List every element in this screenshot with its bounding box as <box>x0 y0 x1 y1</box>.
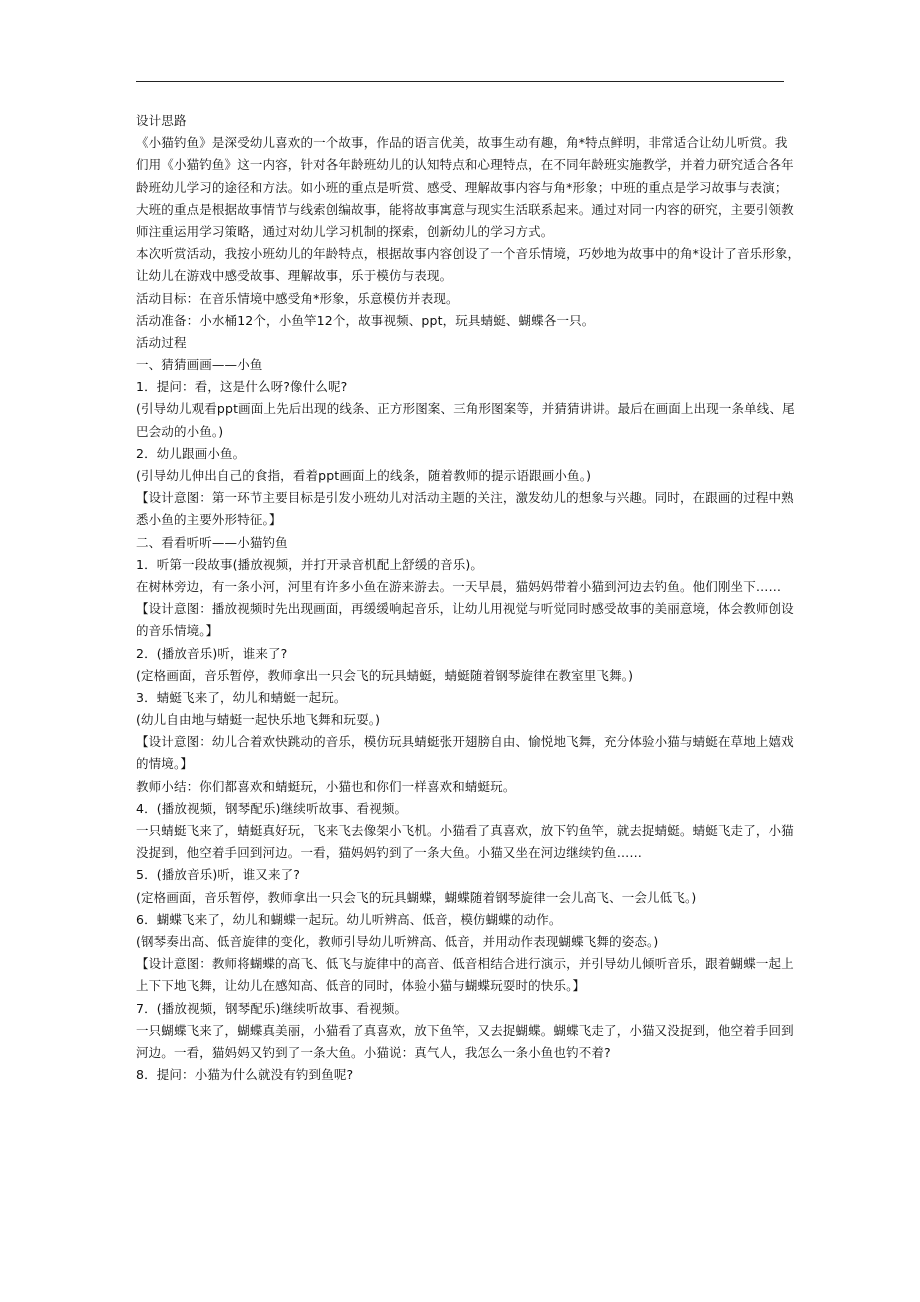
text-line: 二、看看听听——小猫钓鱼 <box>136 534 288 550</box>
text-line: 悉小鱼的主要外形特征。】 <box>136 512 282 528</box>
text-line: (定格画面，音乐暂停，教师拿出一只会飞的玩具蝴蝶，蝴蝶随着钢琴旋律一会儿高飞、一会儿低飞。) <box>136 889 697 905</box>
text-line: 【设计意图：教师将蝴蝶的高飞、低飞与旋律中的高音、低音相结合进行演示，并引导幼儿倾听音乐，跟着蝴蝶一起上 <box>136 956 794 972</box>
text-line: 《小猫钓鱼》是深受幼儿喜欢的一个故事，作品的语言优美，故事生动有趣，角*特点鲜明，非常适合让幼儿听赏。我 <box>136 135 788 151</box>
text-line: (幼儿自由地与蜻蜓一起快乐地飞舞和玩耍。) <box>136 712 381 728</box>
header-rule <box>136 81 784 82</box>
text-line: 们用《小猫钓鱼》这一内容，针对各年龄班幼儿的认知特点和心理特点，在不同年龄班实施教学，并着力研究适合各年 <box>136 157 794 173</box>
text-line: 没捉到，他空着手回到河边。一看，猫妈妈钓到了一条大鱼。小猫又坐在河边继续钓鱼…… <box>136 845 643 861</box>
text-line: 4．(播放视频，钢琴配乐)继续听故事、看视频。 <box>136 800 408 816</box>
text-line: 的情境。】 <box>136 756 194 772</box>
text-line: 活动准备：小水桶12个，小鱼竿12个，故事视频、ppt，玩具蜻蜓、蝴蝶各一只。 <box>136 312 595 328</box>
text-line: 3．蜻蜓飞来了，幼儿和蜻蜓一起玩。 <box>136 689 347 705</box>
text-line: (引导幼儿伸出自己的食指，看着ppt画面上的线条，随着教师的提示语跟画小鱼。) <box>136 468 592 483</box>
text-line: (引导幼儿观看ppt画面上先后出现的线条、正方形图案、三角形图案等，并猜猜讲讲。最后在画面上出现一条单线、尾 <box>136 401 795 417</box>
text-line: 巴会动的小鱼。) <box>136 423 224 439</box>
text-line: 一只蝴蝶飞来了，蝴蝶真美丽，小猫看了真喜欢，放下鱼竿，又去捉蝴蝶。蝴蝶飞走了，小猫又没捉到，他空着手回到 <box>136 1022 794 1038</box>
text-line: 师注重运用学习策略，通过对幼儿学习机制的探索，创新幼儿的学习方式。 <box>136 223 554 239</box>
text-line: 一、猜猜画画——小鱼 <box>136 357 263 373</box>
text-line: 在树林旁边，有一条小河，河里有许多小鱼在游来游去。一天早晨，猫妈妈带着小猫到河边去钓鱼。他们刚坐下…… <box>136 578 782 594</box>
text-line: 2．幼儿跟画小鱼。 <box>136 445 246 461</box>
text-line: 龄班幼儿学习的途径和方法。如小班的重点是听赏、感受、理解故事内容与角*形象；中班的重点是学习故事与表演； <box>136 179 788 195</box>
text-line: 【设计意图：幼儿合着欢快跳动的音乐，模仿玩具蜻蜓张开翅膀自由、愉悦地飞舞，充分体验小猫与蜻蜓在草地上嬉戏 <box>136 734 794 750</box>
text-line: 7．(播放视频，钢琴配乐)继续听故事、看视频。 <box>136 1000 408 1016</box>
text-line: 教师小结：你们都喜欢和蜻蜓玩，小猫也和你们一样喜欢和蜻蜓玩。 <box>136 778 516 794</box>
text-line: 1．提问：看，这是什么呀?像什么呢? <box>136 379 348 395</box>
text-line: 活动过程 <box>136 334 187 350</box>
text-line: 的音乐情境。】 <box>136 623 219 639</box>
text-line: 设计思路 <box>136 113 187 128</box>
text-line: (定格画面，音乐暂停，教师拿出一只会飞的玩具蜻蜓，蜻蜓随着钢琴旋律在教室里飞舞。) <box>136 667 634 683</box>
text-line: 河边。一看，猫妈妈又钓到了一条大鱼。小猫说：真气人，我怎么一条小鱼也钓不着? <box>136 1044 611 1060</box>
document-body <box>136 110 801 1086</box>
text-line: 6．蝴蝶飞来了，幼儿和蝴蝶一起玩。幼儿听辨高、低音，模仿蝴蝶的动作。 <box>136 911 562 927</box>
text-line: 一只蜻蜓飞来了，蜻蜓真好玩，飞来飞去像架小飞机。小猫看了真喜欢，放下钓鱼竿，就去捉蜻蜓。蜻蜓飞走了，小猫 <box>136 823 794 838</box>
text-line: (钢琴奏出高、低音旋律的变化，教师引导幼儿听辨高、低音，并用动作表现蝴蝶飞舞的姿态。) <box>136 933 659 949</box>
text-line: 上下下地飞舞，让幼儿在感知高、低音的同时，体验小猫与蝴蝶玩耍时的快乐。】 <box>136 978 586 994</box>
text-line: 让幼儿在游戏中感受故事、理解故事，乐于模仿与表现。 <box>136 268 453 284</box>
text-line: 本次听赏活动，我按小班幼儿的年龄特点，根据故事内容创设了一个音乐情境，巧妙地为故事中的角*设计了音乐形象， <box>136 246 801 262</box>
text-line: 活动目标：在音乐情境中感受角*形象，乐意模仿并表现。 <box>136 290 459 306</box>
text-line: 2．(播放音乐)听，谁来了? <box>136 645 288 661</box>
text-line: 【设计意图：第一环节主要目标是引发小班幼儿对活动主题的关注，激发幼儿的想象与兴趣。同时，在跟画的过程中熟 <box>136 490 794 506</box>
text-line: 【设计意图：播放视频时先出现画面，再缓缓响起音乐，让幼儿用视觉与听觉同时感受故事的美丽意境，体会教师创设 <box>136 601 794 617</box>
text-line: 8．提问：小猫为什么就没有钓到鱼呢? <box>136 1067 354 1083</box>
text-line: 1．听第一段故事(播放视频，并打开录音机配上舒缓的音乐)。 <box>136 556 484 572</box>
text-line: 大班的重点是根据故事情节与线索创编故事，能将故事寓意与现实生活联系起来。通过对同一内容的研究，主要引领教 <box>136 201 794 217</box>
text-line: 5．(播放音乐)听，谁又来了? <box>136 867 301 883</box>
